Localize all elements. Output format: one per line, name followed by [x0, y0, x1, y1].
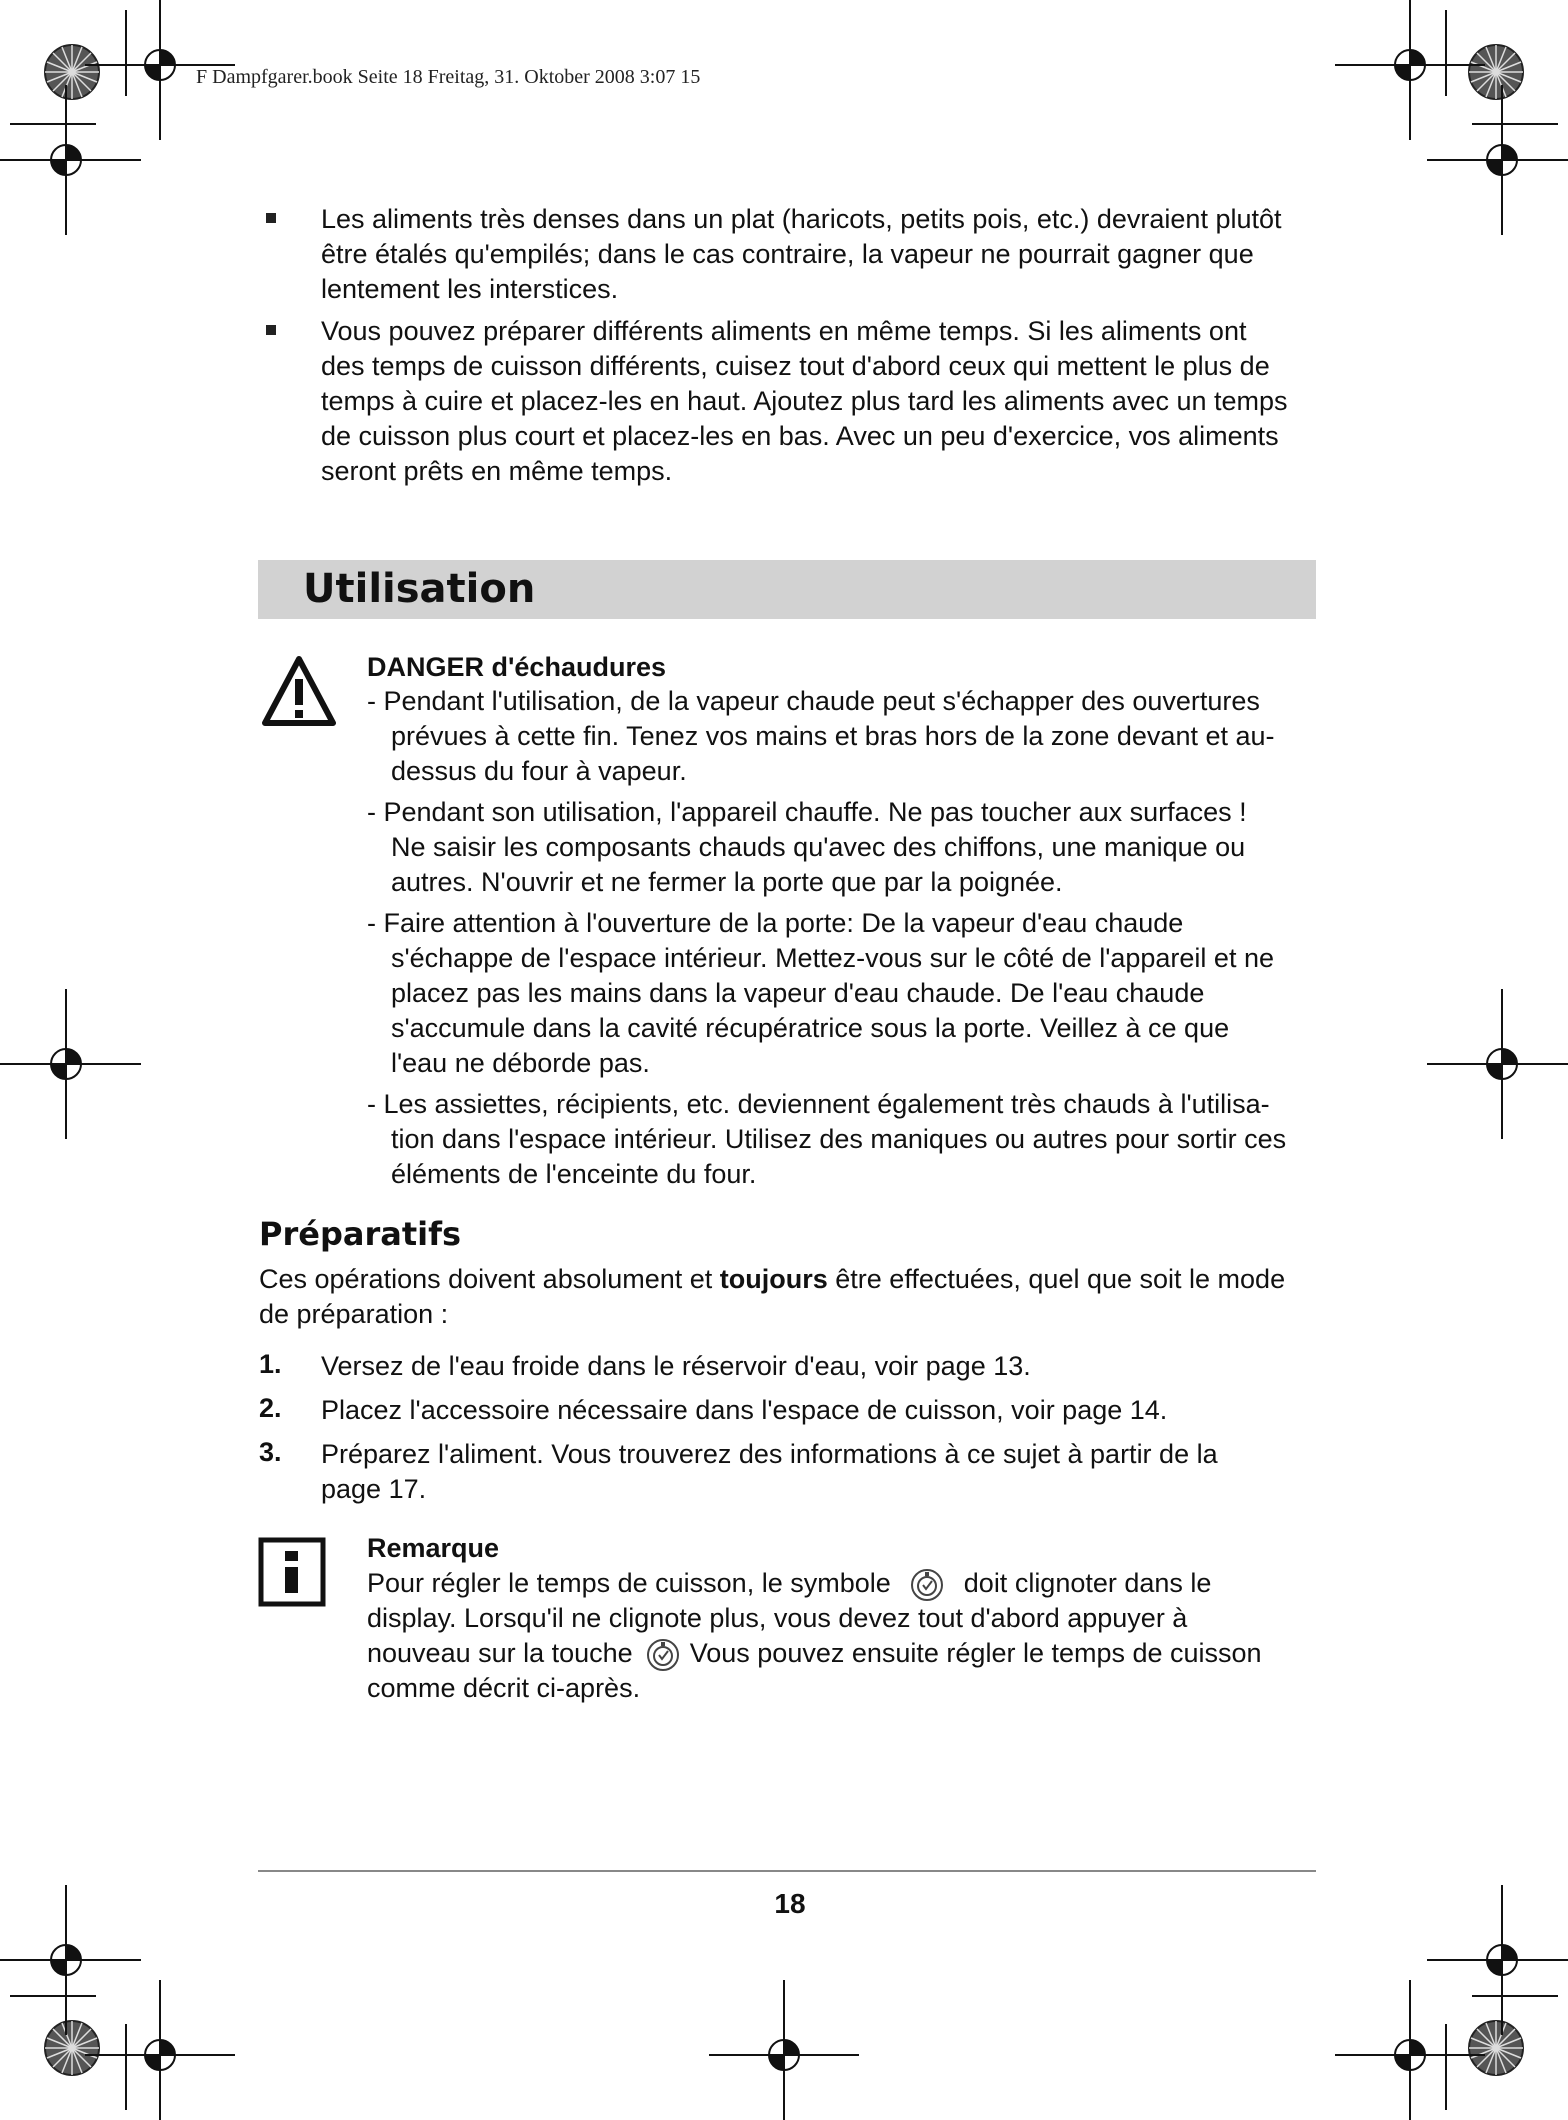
danger-item-4-line-3: éléments de l'enceinte du four. — [391, 1159, 757, 1189]
danger-item-4-line-1: - Les assiettes, récipients, etc. deviennent également très chauds à l'utilisa- — [367, 1089, 1270, 1119]
bullet-icon — [266, 325, 276, 335]
danger-item-1-line-1: - Pendant l'utilisation, de la vapeur chaude peut s'échapper des ouvertures — [367, 686, 1260, 716]
preparatifs-intro-line-1 — [259, 1262, 1285, 1297]
remarque-line-1 — [367, 1566, 1211, 1602]
tip-1-line-3: lentement les interstices. — [321, 274, 619, 304]
remarque-line-4: comme décrit ci-après. — [367, 1673, 641, 1703]
page-number: 18 — [774, 1888, 806, 1919]
danger-item-1-line-2: prévues à cette fin. Tenez vos mains et bras hors de la zone devant et au- — [391, 721, 1275, 751]
footer-divider — [258, 1870, 1316, 1872]
tip-1-line-2: être étalés qu'empilés; dans le cas contraire, la vapeur ne pourrait gagner que — [321, 239, 1254, 269]
remarque-line-2: display. Lorsqu'il ne clignote plus, vous devez tout d'abord appuyer à — [367, 1603, 1188, 1633]
tip-2-line-2: des temps de cuisson différents, cuisez tout d'abord ceux qui mettent le plus de — [321, 351, 1270, 381]
timer-button-icon — [646, 1638, 680, 1672]
step-2-number: 2. — [259, 1393, 282, 1423]
tip-2-line-5: seront prêts en même temps. — [321, 456, 673, 486]
step-1-number: 1. — [259, 1349, 282, 1379]
section-title: Utilisation — [303, 566, 536, 612]
tip-2-line-3: temps à cuire et placez-les en haut. Ajoutez plus tard les aliments avec un temps — [321, 386, 1288, 416]
danger-item-4-line-2: tion dans l'espace intérieur. Utilisez des maniques ou autres pour sortir ces — [391, 1124, 1287, 1154]
step-2-text: Placez l'accessoire nécessaire dans l'espace de cuisson, voir page 14. — [321, 1395, 1168, 1425]
step-3-number: 3. — [259, 1437, 282, 1467]
intro-text-a: Ces opérations doivent absolument et — [259, 1264, 720, 1294]
danger-item-3-line-5: l'eau ne déborde pas. — [391, 1048, 650, 1078]
danger-item-2-line-1: - Pendant son utilisation, l'appareil chauffe. Ne pas toucher aux surfaces ! — [367, 797, 1247, 827]
intro-text-b: être effectuées, quel que soit le mode — [827, 1264, 1286, 1294]
preparatifs-heading: Préparatifs — [259, 1215, 462, 1253]
remarque-line-1-a: Pour régler le temps de cuisson, le symbole — [367, 1568, 891, 1598]
danger-title: DANGER d'échaudures — [367, 652, 666, 682]
danger-item-2-line-3: autres. N'ouvrir et ne fermer la porte que par la poignée. — [391, 867, 1063, 897]
danger-item-3-line-3: placez pas les mains dans la vapeur d'eau chaude. De l'eau chaude — [391, 978, 1205, 1008]
remarque-line-1-b: doit clignoter dans le — [963, 1568, 1212, 1598]
step-3-text-line-2: page 17. — [321, 1474, 427, 1504]
remarque-line-3 — [367, 1636, 1262, 1672]
warning-triangle-icon — [262, 655, 336, 727]
intro-emphasis: toujours — [719, 1264, 828, 1294]
print-header: F Dampfgarer.book Seite 18 Freitag, 31. Oktober 2008 3:07 15 — [196, 66, 701, 88]
danger-item-3-line-2: s'échappe de l'espace intérieur. Mettez-vous sur le côté de l'appareil et ne — [391, 943, 1274, 973]
danger-item-3-line-1: - Faire attention à l'ouverture de la porte: De la vapeur d'eau chaude — [367, 908, 1184, 938]
tip-2-line-1: Vous pouvez préparer différents aliments en même temps. Si les aliments ont — [321, 316, 1247, 346]
info-icon — [258, 1537, 326, 1607]
remarque-title: Remarque — [367, 1533, 500, 1563]
step-1-text: Versez de l'eau froide dans le réservoir d'eau, voir page 13. — [321, 1351, 1031, 1381]
danger-item-1-line-3: dessus du four à vapeur. — [391, 756, 687, 786]
danger-item-2-line-2: Ne saisir les composants chauds qu'avec des chiffons, une manique ou — [391, 832, 1246, 862]
tip-1-line-1: Les aliments très denses dans un plat (haricots, petits pois, etc.) devraient plutôt — [321, 204, 1282, 234]
preparatifs-intro-line-2: de préparation : — [259, 1299, 449, 1329]
remarque-line-3-b: Vous pouvez ensuite régler le temps de cuisson — [689, 1638, 1262, 1668]
timer-icon — [910, 1568, 944, 1602]
danger-item-3-line-4: s'accumule dans la cavité récupératrice sous la porte. Veillez à ce que — [391, 1013, 1230, 1043]
step-3-text-line-1: Préparez l'aliment. Vous trouverez des informations à ce sujet à partir de la — [321, 1439, 1218, 1469]
tip-2-line-4: de cuisson plus court et placez-les en bas. Avec un peu d'exercice, vos aliments — [321, 421, 1279, 451]
bullet-icon — [266, 213, 276, 223]
remarque-line-3-a: nouveau sur la touche — [367, 1638, 633, 1668]
